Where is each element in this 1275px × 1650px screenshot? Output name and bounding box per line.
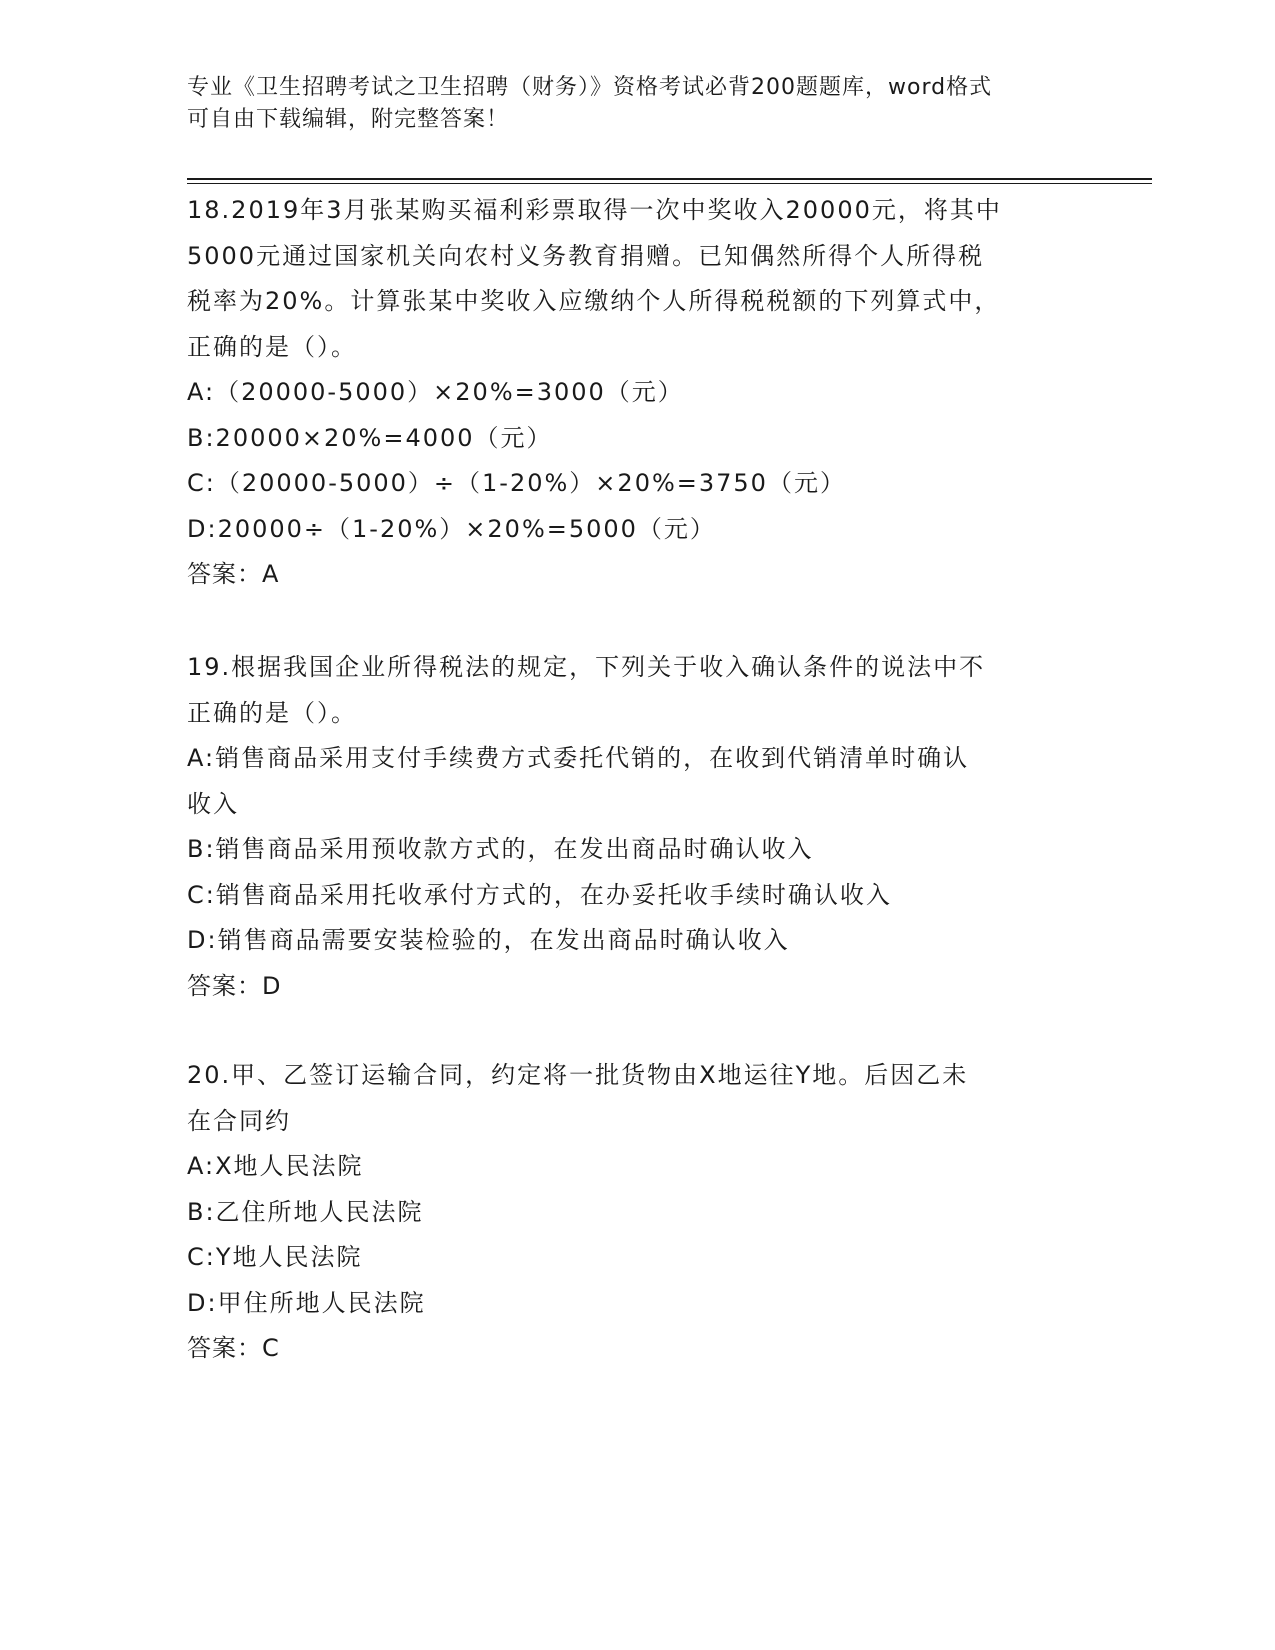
question-stem-line: 在合同约 bbox=[187, 1106, 291, 1135]
option-a: A:X地人民法院 bbox=[187, 1152, 364, 1180]
answer-label: 答案：D bbox=[187, 971, 282, 1000]
option-b: B:20000×20%=4000（元） bbox=[187, 423, 553, 452]
question-stem-line: 18.2019年3月张某购买福利彩票取得一次中奖收入20000元，将其中 bbox=[187, 196, 1002, 224]
header-divider-thick bbox=[187, 178, 1152, 180]
question-stem-line: 19.根据我国企业所得税法的规定，下列关于收入确认条件的说法中不 bbox=[187, 653, 986, 681]
answer-label: 答案：A bbox=[187, 560, 280, 588]
question-19 bbox=[187, 645, 1077, 1009]
option-d: D:20000÷（1-20%）×20%=5000（元） bbox=[187, 514, 716, 543]
option-a: A:（20000-5000）×20%=3000（元） bbox=[187, 378, 684, 406]
question-stem-line: 税率为20%。计算张某中奖收入应缴纳个人所得税税额的下列算式中， bbox=[187, 287, 1001, 315]
option-a: A:销售商品采用支付手续费方式委托代销的，在收到代销清单时确认 bbox=[187, 744, 970, 772]
option-c: C:销售商品采用托收承付方式的，在办妥托收手续时确认收入 bbox=[187, 880, 892, 909]
header-divider-thin bbox=[187, 183, 1152, 184]
question-stem-line: 5000元通过国家机关向农村义务教育捐赠。已知偶然所得个人所得税 bbox=[187, 241, 985, 270]
header-line-2: 可自由下载编辑，附完整答案！ bbox=[187, 107, 510, 132]
answer-label: 答案：C bbox=[187, 1334, 280, 1362]
question-stem-line: 20.甲、乙签订运输合同，约定将一批货物由X地运往Y地。后因乙未 bbox=[187, 1061, 969, 1089]
option-b: B:乙住所地人民法院 bbox=[187, 1197, 424, 1226]
option-d: D:甲住所地人民法院 bbox=[187, 1288, 426, 1317]
option-b: B:销售商品采用预收款方式的，在发出商品时确认收入 bbox=[187, 835, 814, 863]
question-18 bbox=[187, 188, 1077, 598]
option-d: D:销售商品需要安装检验的，在发出商品时确认收入 bbox=[187, 926, 790, 954]
option-c: C:Y地人民法院 bbox=[187, 1243, 363, 1271]
document-header bbox=[187, 72, 1087, 136]
question-stem-line: 正确的是（）。 bbox=[187, 332, 357, 361]
header-line-1: 专业《卫生招聘考试之卫生招聘（财务）》资格考试必背200题题库，word格式 bbox=[187, 75, 993, 100]
question-20 bbox=[187, 1053, 1077, 1372]
option-a-continued: 收入 bbox=[187, 789, 239, 818]
option-c: C:（20000-5000）÷（1-20%）×20%=3750（元） bbox=[187, 469, 846, 497]
question-stem-line: 正确的是（）。 bbox=[187, 698, 357, 727]
